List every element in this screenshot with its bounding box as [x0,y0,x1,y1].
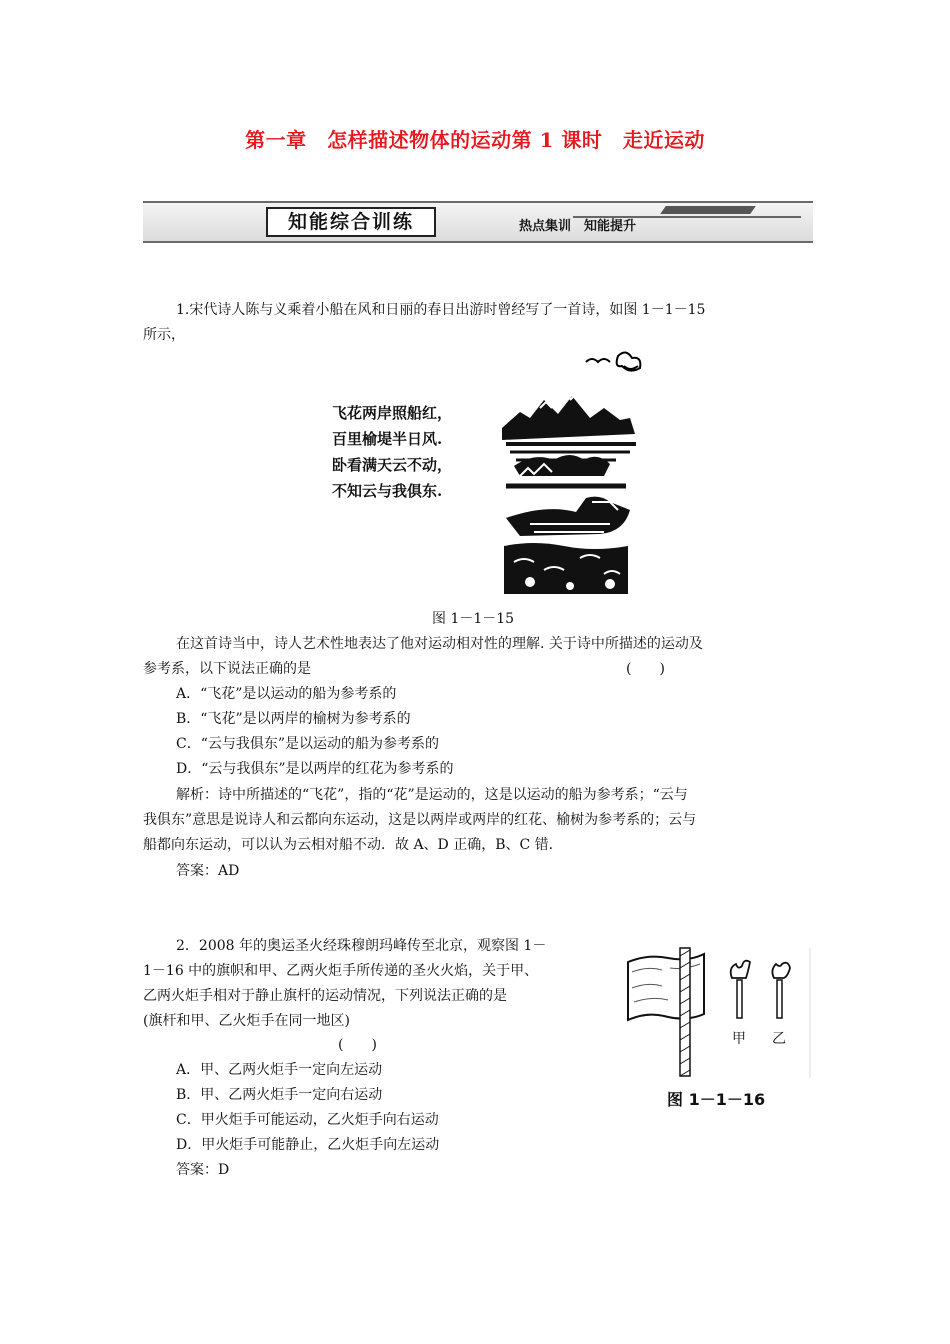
q1-option-a: A．“飞花”是以运动的船为参考系的 [176,686,397,702]
q2-option-b: B．甲、乙两火炬手一定向右运动 [176,1087,383,1103]
q1-line-1: 1.宋代诗人陈与义乘着小船在风和日丽的春日出游时曾经写了一首诗，如图 1－1－15 [176,302,706,318]
q1-option-d: D．“云与我俱东”是以两岸的红花为参考系的 [176,761,454,777]
figure-caption: 图 1－1－16 [667,1090,766,1109]
figure-caption: 图 1－1－15 [432,611,515,627]
q2-line-1: 2．2008 年的奥运圣火经珠穆朗玛峰传至北京，观察图 1－ [176,938,547,954]
section-banner [143,201,813,243]
torch-label-jia: 甲 [732,1031,746,1047]
poem-line: 飞花两岸照船红， [332,404,453,422]
q2-line-3: 乙两火炬手相对于静止旗杆的运动情况，下列说法正确的是 [143,988,507,1004]
poem-text [332,400,452,504]
q2-option-a: A．甲、乙两火炬手一定向左运动 [176,1062,383,1078]
q1-option-b: B．“飞花”是以两岸的榆树为参考系的 [176,711,411,727]
flag-torch-illustration [620,942,816,1080]
q1-analysis-1: 解析：诗中所描述的“飞花”，指的“花”是运动的，这是以运动的船为参考系；“云与 [176,787,688,803]
q1-stem-1: 在这首诗当中，诗人艺术性地表达了他对运动相对性的理解. 关于诗中所描述的运动及 [176,636,703,652]
boat-landscape-illustration [500,348,650,598]
q2-answer-paren: ( ) [338,1037,377,1053]
q2-option-c: C．甲火炬手可能运动，乙火炬手向右运动 [176,1112,439,1128]
banner-subtitle: 热点集训 知能提升 [519,219,637,234]
flag-torch-figure [620,942,816,1080]
q2-line-4: (旗杆和甲、乙火炬手在同一地区) [143,1013,350,1029]
q2-line-2: 1－16 中的旗帜和甲、乙两火炬手所传递的圣火火焰，关于甲、 [143,963,539,979]
poem-line: 卧看满天云不动， [332,456,453,474]
torch-label-yi: 乙 [772,1031,786,1047]
poem-line: 百里榆堤半日风. [332,430,443,448]
q1-answer: 答案：AD [176,863,240,879]
q1-stem-2: 参考系，以下说法正确的是 [143,661,311,677]
q1-analysis-3: 船都向东运动，可以认为云相对船不动．故 A、D 正确，B、C 错． [143,837,563,853]
page-title: 第一章 怎样描述物体的运动第 1 课时 走近运动 [245,128,705,152]
poem-line: 不知云与我俱东. [332,482,443,500]
q1-answer-paren: ( ) [626,661,665,677]
q1-option-c: C．“云与我俱东”是以运动的船为参考系的 [176,736,440,752]
poem-figure [322,348,650,598]
q1-line-2: 所示， [143,327,185,343]
q2-option-d: D．甲火炬手可能静止，乙火炬手向左运动 [176,1137,440,1153]
banner-label: 知能综合训练 [266,207,436,237]
q2-answer: 答案：D [176,1162,230,1178]
q1-analysis-2: 我俱东”意思是说诗人和云都向东运动，这是以两岸或两岸的红花、榆树为参考系的；云与 [143,812,697,828]
banner-stripe [660,206,756,214]
